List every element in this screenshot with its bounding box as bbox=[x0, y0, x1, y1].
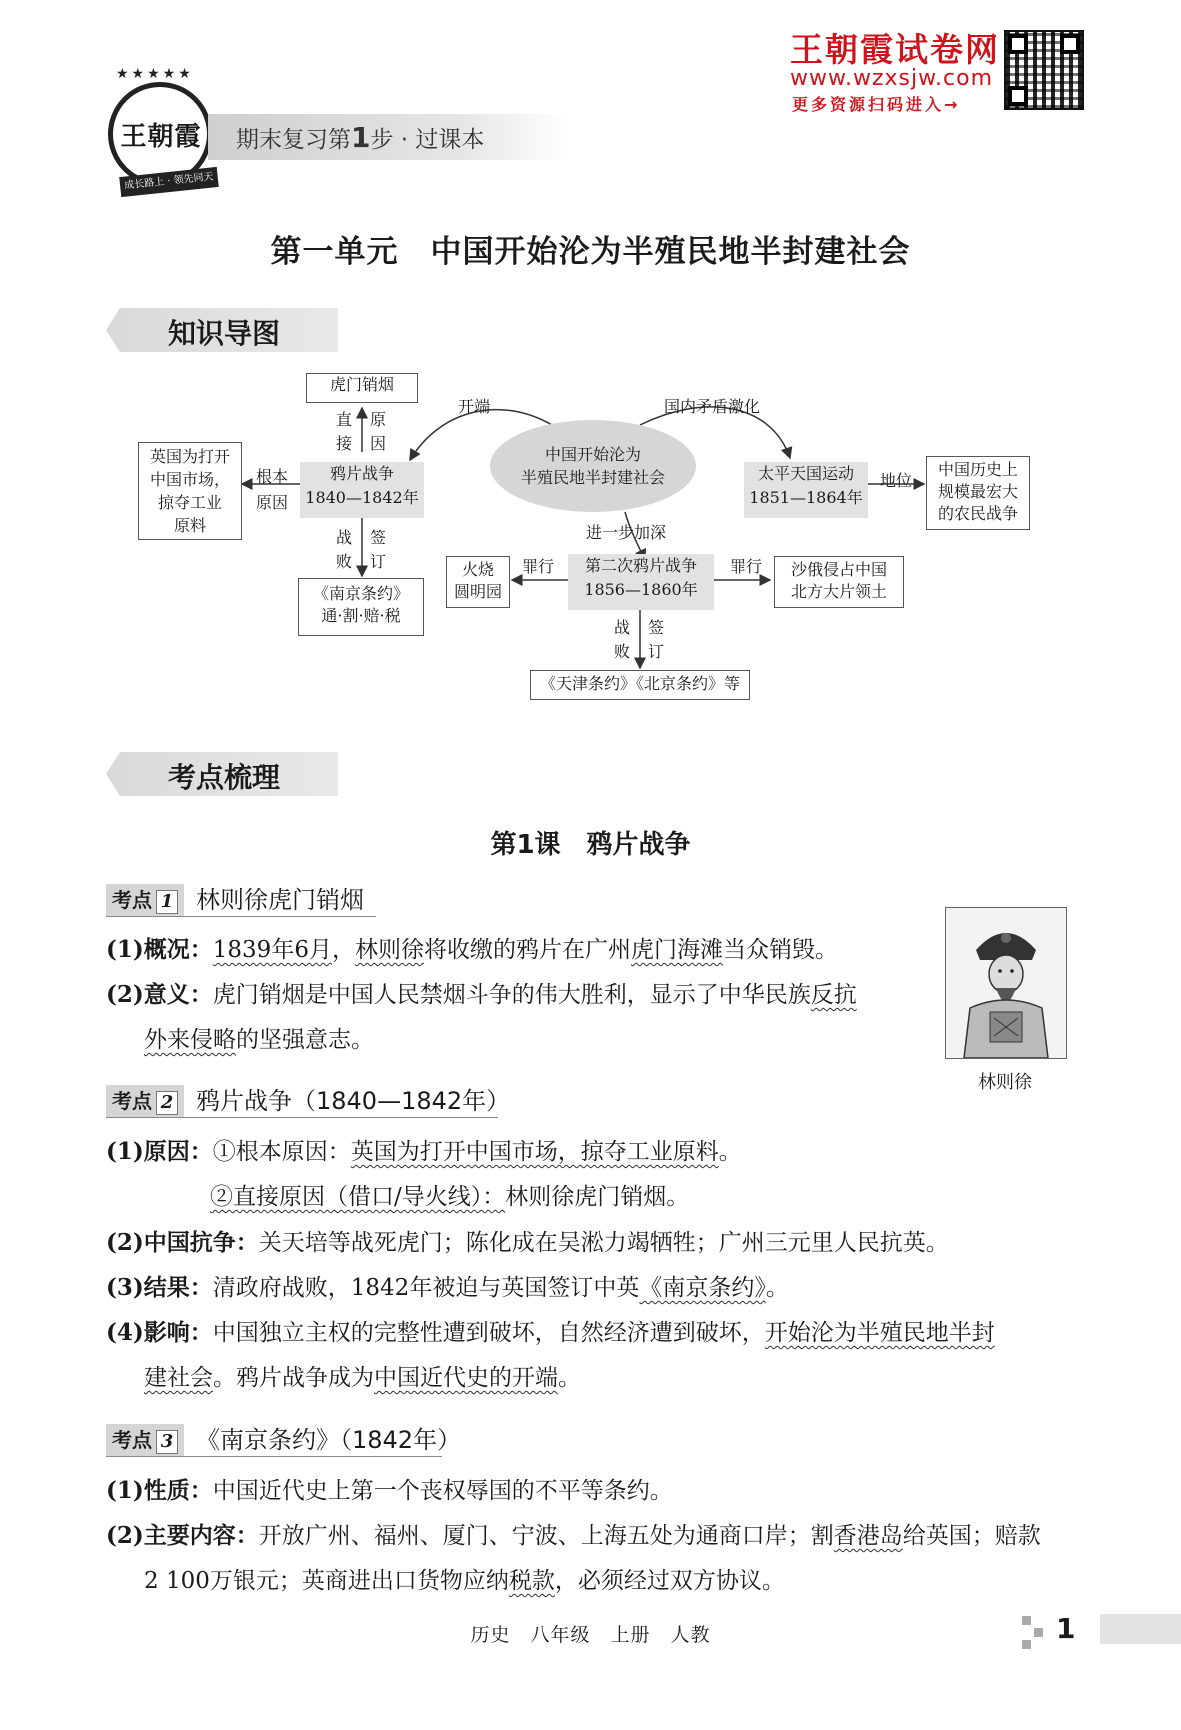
label-status: 地位 bbox=[880, 471, 913, 490]
section-title-map: 知识导图 bbox=[168, 317, 281, 350]
edge-label-conflict: 国内矛盾激化 bbox=[664, 397, 761, 416]
node-yuanming: 火烧 圆明园 bbox=[446, 556, 510, 608]
point3-line-3: 2 100万银元；英商进出口货物应纳税款，必须经过双方协议。 bbox=[144, 1568, 785, 1594]
point1-line-2: (2)意义：虎门销烟是中国人民禁烟斗争的伟大胜利，显示了中华民族反抗 bbox=[106, 981, 857, 1008]
point2-line-3: (2)中国抗争：关天培等战死虎门；陈化成在吴淞力竭牺牲；广州三元里人民抗英。 bbox=[106, 1229, 949, 1256]
lin-zexu-portrait bbox=[945, 907, 1067, 1059]
point1-line-1: (1)概况：1839年6月，林则徐将收缴的鸦片在广州虎门海滩当众销毁。 bbox=[106, 936, 838, 963]
point2-line-4: (3)结果：清政府战败，1842年被迫与英国签订中英《南京条约》。 bbox=[106, 1274, 789, 1301]
page-number: 1 bbox=[1056, 1612, 1076, 1645]
point1-line-3: 外来侵略的坚强意志。 bbox=[144, 1027, 374, 1053]
point-title-1: 林则徐虎门销烟 bbox=[196, 886, 364, 914]
point2-line-5: (4)影响：中国独立主权的完整性遭到破坏，自然经济遭到破坏，开始沦为半殖民地半封 bbox=[106, 1319, 995, 1346]
node-humen: 虎门销烟 bbox=[306, 373, 418, 403]
page-bar bbox=[1100, 1614, 1181, 1644]
point3-line-1: (1)性质：中国近代史上第一个丧权辱国的不平等条约。 bbox=[106, 1477, 673, 1504]
label-defeat: 战 败 bbox=[336, 528, 353, 571]
mindmap-center: 中国开始沦为 半殖民地半封建社会 bbox=[490, 420, 696, 512]
point3-line-2: (2)主要内容：开放广州、福州、厦门、宁波、上海五处为通商口岸；割香港岛给英国；赔款 bbox=[106, 1522, 1041, 1549]
section-title-points: 考点梳理 bbox=[168, 761, 281, 794]
node-peasant-war: 中国历史上 规模最宏大 的农民战争 bbox=[926, 456, 1030, 530]
page-deco bbox=[1022, 1616, 1031, 1625]
node-british-aim: 英国为打开 中国市场， 掠夺工业 原料 bbox=[138, 442, 242, 540]
label-direct: 直 接 bbox=[336, 410, 353, 453]
portrait-caption: 林则徐 bbox=[978, 1072, 1032, 1093]
edge-label-deepen: 进一步加深 bbox=[586, 523, 667, 542]
point-tag-1: 考点 1 bbox=[106, 884, 184, 916]
node-taiping: 太平天国运动 1851—1864年 bbox=[744, 462, 868, 518]
point2-line-1: (1)原因：①根本原因：英国为打开中国市场，掠夺工业原料。 bbox=[106, 1138, 742, 1165]
node-nanjing: 《南京条约》 通·割·赔·税 bbox=[298, 578, 424, 636]
mindmap-connectors bbox=[0, 0, 1181, 720]
point-title-2: 鸦片战争（1840—1842年） bbox=[196, 1087, 511, 1115]
label-cause: 原 因 bbox=[370, 410, 387, 453]
point-tag-2: 考点 2 bbox=[106, 1085, 184, 1117]
brand-title: 王朝霞试卷网 bbox=[790, 30, 1000, 69]
footer-subject: 历史 八年级 上册 人教 bbox=[470, 1624, 711, 1646]
logo-name: 王朝霞 bbox=[120, 122, 202, 152]
logo-ribbon: 成长路上 · 领先同天 bbox=[119, 167, 219, 197]
page-deco bbox=[1034, 1628, 1043, 1637]
label-sign-2: 签 订 bbox=[648, 618, 665, 661]
node-second-opium-war: 第二次鸦片战争 1856—1860年 bbox=[568, 554, 714, 610]
logo-stars: ★★★★★ bbox=[116, 66, 194, 82]
label-crime-left: 罪行 bbox=[522, 557, 555, 576]
label-sign: 签 订 bbox=[370, 528, 387, 571]
edge-label-start: 开端 bbox=[458, 397, 491, 416]
point2-line-6: 建社会。鸦片战争成为中国近代史的开端。 bbox=[144, 1365, 581, 1391]
point2-line-2: ②直接原因（借口/导火线）：林则徐虎门销烟。 bbox=[210, 1184, 690, 1210]
brand-url[interactable]: www.wzxsjw.com bbox=[790, 66, 994, 91]
node-tianjin-beijing: 《天津条约》《北京条约》等 bbox=[530, 670, 750, 700]
label-crime-right: 罪行 bbox=[730, 557, 763, 576]
lesson-title: 第1课 鸦片战争 bbox=[490, 830, 691, 860]
step-label: 期末复习第1步 · 过课本 bbox=[236, 121, 485, 154]
page-deco bbox=[1022, 1640, 1031, 1649]
unit-title: 第一单元 中国开始沦为半殖民地半封建社会 bbox=[270, 234, 911, 270]
brand-subtitle: 更多资源扫码进入→ bbox=[792, 95, 961, 114]
node-opium-war: 鸦片战争 1840—1842年 bbox=[300, 462, 424, 518]
point-tag-3: 考点 3 bbox=[106, 1424, 184, 1456]
label-defeat-2: 战 败 bbox=[614, 618, 631, 661]
node-russia: 沙俄侵占中国 北方大片领土 bbox=[774, 556, 904, 608]
point-title-3: 《南京条约》（1842年） bbox=[196, 1426, 462, 1454]
label-root-cause: 根本 原因 bbox=[256, 467, 289, 512]
